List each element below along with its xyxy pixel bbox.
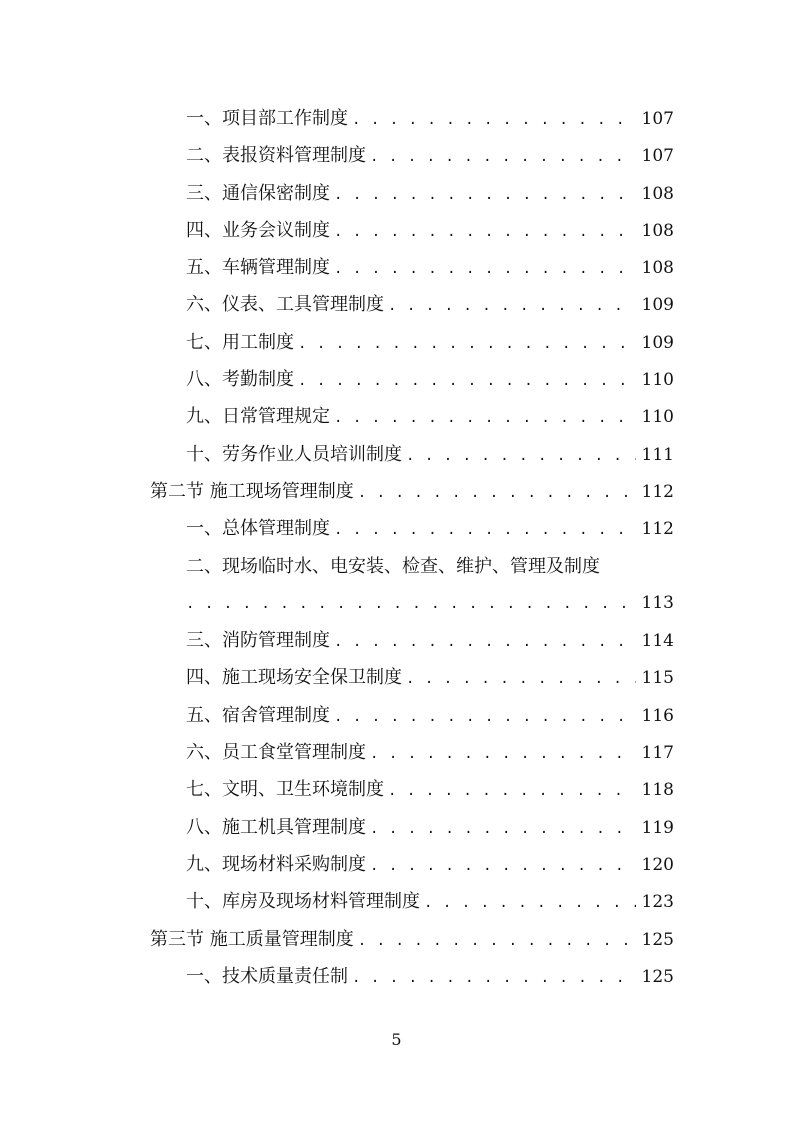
toc-entry-title: 八、施工机具管理制度: [186, 816, 366, 838]
toc-entry-continuation[interactable]: [150, 585, 674, 622]
dot-leader: [370, 848, 636, 885]
toc-entry-title: 七、文明、卫生环境制度: [186, 779, 384, 801]
toc-entry-page: 107: [641, 109, 674, 129]
dot-leader: [334, 512, 636, 549]
toc-entry[interactable]: [150, 137, 674, 174]
toc-entry[interactable]: [150, 212, 674, 249]
dot-leader: [298, 326, 636, 363]
toc-entry-page: 108: [641, 258, 674, 279]
page-number: 5: [391, 1030, 402, 1049]
dot-leader: [424, 885, 636, 922]
toc-entry[interactable]: [150, 734, 674, 771]
dot-leader: [406, 661, 636, 698]
toc-entry[interactable]: [150, 100, 674, 137]
toc-entry-title: 第二节 施工现场管理制度: [150, 480, 354, 502]
toc-entry[interactable]: [150, 398, 674, 435]
toc-entry-page: 109: [641, 332, 674, 353]
toc-entry[interactable]: [150, 883, 674, 920]
dot-leader: [334, 624, 636, 661]
toc-entry-page: 108: [641, 220, 674, 241]
toc-entry-page: 115: [641, 668, 674, 689]
toc-entry[interactable]: [150, 846, 674, 883]
toc-entry-title: 二、现场临时水、电安装、检查、维护、管理及制度: [186, 555, 600, 577]
toc-entry-page: 123: [641, 892, 674, 913]
dot-leader: [334, 251, 636, 288]
toc-entry-page: 125: [641, 929, 674, 950]
toc-entry-page: 111: [641, 444, 674, 465]
toc-entry-title: 一、总体管理制度: [186, 518, 330, 540]
dot-leader: [352, 102, 636, 139]
toc-entry-page: 110: [641, 407, 674, 428]
dot-leader: [388, 288, 636, 325]
toc-entry-page: 119: [641, 817, 674, 838]
toc-entry-title: 一、项目部工作制度: [186, 108, 348, 129]
toc-entry[interactable]: [150, 175, 674, 212]
toc-entry-title: 三、消防管理制度: [186, 630, 330, 652]
toc-section-entry[interactable]: [150, 473, 674, 510]
dot-leader: [334, 214, 636, 251]
toc-entry-title: 一、技术质量责任制: [186, 965, 348, 987]
toc-entry[interactable]: [150, 361, 674, 398]
toc-entry[interactable]: [150, 771, 674, 808]
toc-entry[interactable]: [150, 659, 674, 696]
table-of-contents: [150, 100, 674, 995]
dot-leader: [334, 699, 636, 736]
toc-entry-title: 六、员工食堂管理制度: [186, 742, 366, 764]
toc-entry-page: 112: [641, 519, 674, 540]
dot-leader: [388, 773, 636, 810]
toc-entry-title: 十、劳务作业人员培训制度: [186, 443, 402, 465]
toc-entry[interactable]: [150, 249, 674, 286]
toc-entry-title: 四、施工现场安全保卫制度: [186, 667, 402, 689]
toc-entry-title: 三、通信保密制度: [186, 182, 330, 204]
toc-entry-page: 108: [641, 183, 674, 204]
toc-entry-title: 四、业务会议制度: [186, 219, 330, 241]
toc-entry-title: 九、现场材料采购制度: [186, 853, 366, 875]
toc-entry-page: 112: [641, 481, 674, 502]
dot-leader: [298, 363, 636, 400]
dot-leader: [370, 736, 636, 773]
toc-entry-page: 118: [641, 780, 674, 801]
dot-leader: [358, 475, 636, 512]
toc-entry[interactable]: [150, 548, 674, 585]
toc-entry-title: 九、日常管理规定: [186, 406, 330, 428]
toc-entry-page: 110: [641, 370, 674, 391]
toc-entry[interactable]: [150, 436, 674, 473]
dot-leader: [406, 438, 636, 475]
dot-leader: [352, 960, 636, 997]
toc-entry-page: 107: [641, 146, 674, 167]
toc-entry-page: 116: [641, 705, 674, 726]
toc-entry-page: 113: [641, 592, 674, 613]
toc-entry-title: 五、车辆管理制度: [186, 257, 330, 279]
toc-entry[interactable]: [150, 697, 674, 734]
toc-entry[interactable]: [150, 286, 674, 323]
dot-leader: [358, 923, 636, 960]
toc-entry-page: 109: [641, 295, 674, 316]
dot-leader: [370, 811, 636, 848]
toc-entry-title: 五、宿舍管理制度: [186, 704, 330, 726]
dot-leader: [334, 400, 636, 437]
toc-entry[interactable]: [150, 622, 674, 659]
toc-entry-title: 六、仪表、工具管理制度: [186, 294, 384, 316]
toc-entry-title: 第三节 施工质量管理制度: [150, 928, 354, 950]
toc-entry-page: 117: [641, 743, 674, 764]
toc-entry-page: 114: [641, 631, 674, 652]
toc-entry-title: 二、表报资料管理制度: [186, 145, 366, 167]
toc-entry[interactable]: [150, 809, 674, 846]
toc-entry-page: 120: [641, 854, 674, 875]
toc-entry-title: 十、库房及现场材料管理制度: [186, 891, 420, 913]
toc-entry[interactable]: [150, 510, 674, 547]
dot-leader: [334, 177, 636, 214]
toc-entry-page: 125: [641, 966, 674, 987]
toc-entry-title: 七、用工制度: [186, 331, 294, 353]
toc-entry[interactable]: [150, 958, 674, 995]
toc-entry-title: 八、考勤制度: [186, 369, 294, 391]
dot-leader: [370, 139, 636, 176]
toc-entry[interactable]: [150, 324, 674, 361]
dot-leader: [186, 586, 636, 623]
toc-section-entry[interactable]: [150, 921, 674, 958]
